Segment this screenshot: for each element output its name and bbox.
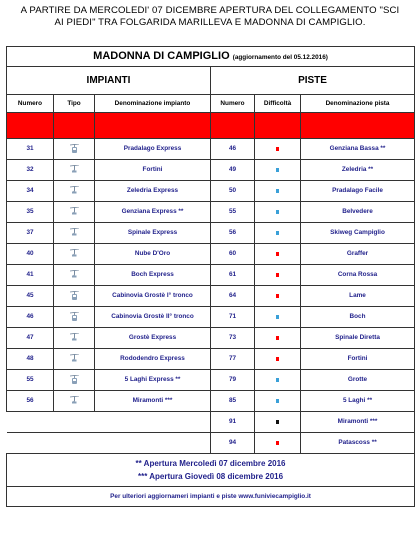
gondola-icon — [70, 312, 79, 322]
info-text: Per ulteriori aggiornameri impianti e piste www.funiviecampiglio.it — [7, 487, 415, 507]
slope-number: 94 — [211, 433, 255, 454]
lift-type — [54, 139, 95, 160]
chairlift-icon — [70, 249, 79, 259]
slope-name: Grotte — [301, 370, 415, 391]
difficulty-marker-blue — [276, 189, 279, 193]
difficulty-marker-blue — [276, 210, 279, 214]
slope-name: Graffer — [301, 244, 415, 265]
difficulty-cell — [255, 223, 301, 244]
update-date: (aggiornamento del 05.12.2016) — [232, 54, 328, 62]
difficulty-marker-blue — [276, 231, 279, 235]
footnote-line-1: ** Apertura Mercoledì 07 dicembre 2016 — [135, 459, 286, 468]
difficulty-marker-red — [276, 336, 279, 340]
lift-type — [54, 328, 95, 349]
footnotes — [7, 454, 415, 487]
lift-number: 45 — [7, 286, 54, 307]
table-row — [7, 286, 415, 307]
red-band-cell — [54, 113, 95, 139]
col-header-numero: Numero — [7, 95, 54, 113]
slope-name: Belvedere — [301, 202, 415, 223]
table-row — [7, 181, 415, 202]
difficulty-cell — [255, 265, 301, 286]
table-row — [7, 433, 415, 454]
lift-name: Cabinovia Grostè I° tronco — [95, 286, 211, 307]
lift-type — [54, 286, 95, 307]
intro-line-1: A PARTIRE DA MERCOLEDI' 07 DICEMBRE APERTURA DEL COLLEGAMENTO "SCI — [20, 5, 400, 16]
info-row — [7, 487, 415, 507]
slope-name: Lame — [301, 286, 415, 307]
lift-name: Grostè Express — [95, 328, 211, 349]
chairlift-icon — [70, 270, 79, 280]
slope-number: 55 — [211, 202, 255, 223]
lift-number: 48 — [7, 349, 54, 370]
slope-name: Corna Rossa — [301, 265, 415, 286]
section-header-row — [7, 67, 415, 95]
intro-line-2: AI PIEDI" TRA FOLGARIDA MARILLEVA E MADONNA DI CAMPIGLIO. — [54, 17, 366, 28]
slope-number: 60 — [211, 244, 255, 265]
lift-type — [54, 391, 95, 412]
table-row — [7, 223, 415, 244]
difficulty-cell — [255, 160, 301, 181]
lift-name: Genziana Express ** — [95, 202, 211, 223]
lift-number: 37 — [7, 223, 54, 244]
difficulty-cell — [255, 412, 301, 433]
difficulty-cell — [255, 307, 301, 328]
col-header-p-numero: Numero — [211, 95, 255, 113]
lift-number: 41 — [7, 265, 54, 286]
lift-type — [54, 160, 95, 181]
slope-number: 50 — [211, 181, 255, 202]
lift-name: Nube D'Oro — [95, 244, 211, 265]
difficulty-marker-red — [276, 147, 279, 151]
table-row — [7, 160, 415, 181]
difficulty-marker-black — [276, 420, 279, 424]
table-row — [7, 307, 415, 328]
chairlift-icon — [70, 186, 79, 196]
difficulty-cell — [255, 139, 301, 160]
resort-name: MADONNA DI CAMPIGLIO — [93, 50, 230, 63]
difficulty-cell — [255, 328, 301, 349]
difficulty-cell — [255, 391, 301, 412]
lift-name: Spinale Express — [95, 223, 211, 244]
slope-name: Zeledria ** — [301, 160, 415, 181]
lift-name: Pradalago Express — [95, 139, 211, 160]
piste-header: PISTE — [211, 67, 415, 95]
slope-name: Miramonti *** — [301, 412, 415, 433]
table-row — [7, 244, 415, 265]
table-row — [7, 328, 415, 349]
slope-number: 79 — [211, 370, 255, 391]
table-row — [7, 349, 415, 370]
difficulty-cell — [255, 370, 301, 391]
lift-name: Fortini — [95, 160, 211, 181]
slope-number: 71 — [211, 307, 255, 328]
lift-type — [54, 349, 95, 370]
lift-type — [54, 244, 95, 265]
lift-number: 32 — [7, 160, 54, 181]
lift-number: 34 — [7, 181, 54, 202]
col-header-tipo: Tipo — [54, 95, 95, 113]
difficulty-marker-red — [276, 357, 279, 361]
red-band-cell — [255, 113, 301, 139]
slope-name: Fortini — [301, 349, 415, 370]
slope-name: Skiweg Campiglio — [301, 223, 415, 244]
empty-cell — [7, 433, 211, 454]
difficulty-marker-blue — [276, 315, 279, 319]
col-header-denom-impianto: Denominazione impianto — [95, 95, 211, 113]
lift-name: Boch Express — [95, 265, 211, 286]
slope-number: 85 — [211, 391, 255, 412]
chairlift-icon — [70, 165, 79, 175]
impianti-header: IMPIANTI — [7, 67, 211, 95]
table-row — [7, 412, 415, 433]
lift-number: 55 — [7, 370, 54, 391]
empty-cell — [7, 412, 211, 433]
footnote-line-2: *** Apertura Giovedì 08 dicembre 2016 — [137, 472, 284, 481]
table-row — [7, 202, 415, 223]
red-band-cell — [211, 113, 255, 139]
lift-type — [54, 181, 95, 202]
chairlift-icon — [70, 396, 79, 406]
difficulty-cell — [255, 286, 301, 307]
slope-number: 64 — [211, 286, 255, 307]
gondola-icon — [70, 291, 79, 301]
table-row — [7, 265, 415, 286]
slope-name: 5 Laghi ** — [301, 391, 415, 412]
lift-number: 40 — [7, 244, 54, 265]
difficulty-cell — [255, 433, 301, 454]
slope-number: 77 — [211, 349, 255, 370]
gondola-icon — [70, 144, 79, 154]
red-band-cell — [95, 113, 211, 139]
difficulty-marker-red — [276, 273, 279, 277]
difficulty-marker-red — [276, 252, 279, 256]
column-header-row — [7, 95, 415, 113]
slope-number: 73 — [211, 328, 255, 349]
slope-number: 46 — [211, 139, 255, 160]
slope-number: 91 — [211, 412, 255, 433]
lift-number: 35 — [7, 202, 54, 223]
difficulty-cell — [255, 244, 301, 265]
lift-name: Miramonti *** — [95, 391, 211, 412]
lift-number: 31 — [7, 139, 54, 160]
lift-type — [54, 223, 95, 244]
chairlift-icon — [70, 354, 79, 364]
difficulty-marker-blue — [276, 168, 279, 172]
gondola-icon — [70, 375, 79, 385]
red-band-cell — [301, 113, 415, 139]
lift-type — [54, 370, 95, 391]
chairlift-icon — [70, 228, 79, 238]
difficulty-cell — [255, 349, 301, 370]
table-row — [7, 139, 415, 160]
slope-name: Pradalago Facile — [301, 181, 415, 202]
table-title-row — [7, 47, 415, 67]
slope-number: 61 — [211, 265, 255, 286]
col-header-difficolta: Difficoltà — [255, 95, 301, 113]
intro-notice — [0, 0, 420, 29]
chairlift-icon — [70, 333, 79, 343]
lift-type — [54, 307, 95, 328]
slope-number: 56 — [211, 223, 255, 244]
lift-name: 5 Laghi Express ** — [95, 370, 211, 391]
red-band-cell — [7, 113, 54, 139]
lift-number: 56 — [7, 391, 54, 412]
table-row — [7, 391, 415, 412]
status-table — [6, 46, 415, 507]
difficulty-marker-red — [276, 294, 279, 298]
difficulty-marker-red — [276, 441, 279, 445]
slope-name: Genziana Bassa ** — [301, 139, 415, 160]
lift-name: Rododendro Express — [95, 349, 211, 370]
col-header-denom-pista: Denominazione pista — [301, 95, 415, 113]
slope-number: 49 — [211, 160, 255, 181]
lift-number: 47 — [7, 328, 54, 349]
table-title — [7, 47, 415, 67]
lift-number: 46 — [7, 307, 54, 328]
difficulty-marker-blue — [276, 399, 279, 403]
lift-type — [54, 265, 95, 286]
slope-name: Spinale Diretta — [301, 328, 415, 349]
table-row — [7, 370, 415, 391]
chairlift-icon — [70, 207, 79, 217]
difficulty-cell — [255, 202, 301, 223]
lift-name: Cabinovia Grostè II° tronco — [95, 307, 211, 328]
slope-name: Boch — [301, 307, 415, 328]
footnotes-row — [7, 454, 415, 487]
lift-name: Zeledria Express — [95, 181, 211, 202]
difficulty-cell — [255, 181, 301, 202]
red-band-row — [7, 113, 415, 139]
difficulty-marker-blue — [276, 378, 279, 382]
lift-type — [54, 202, 95, 223]
slope-name: Patascoss ** — [301, 433, 415, 454]
